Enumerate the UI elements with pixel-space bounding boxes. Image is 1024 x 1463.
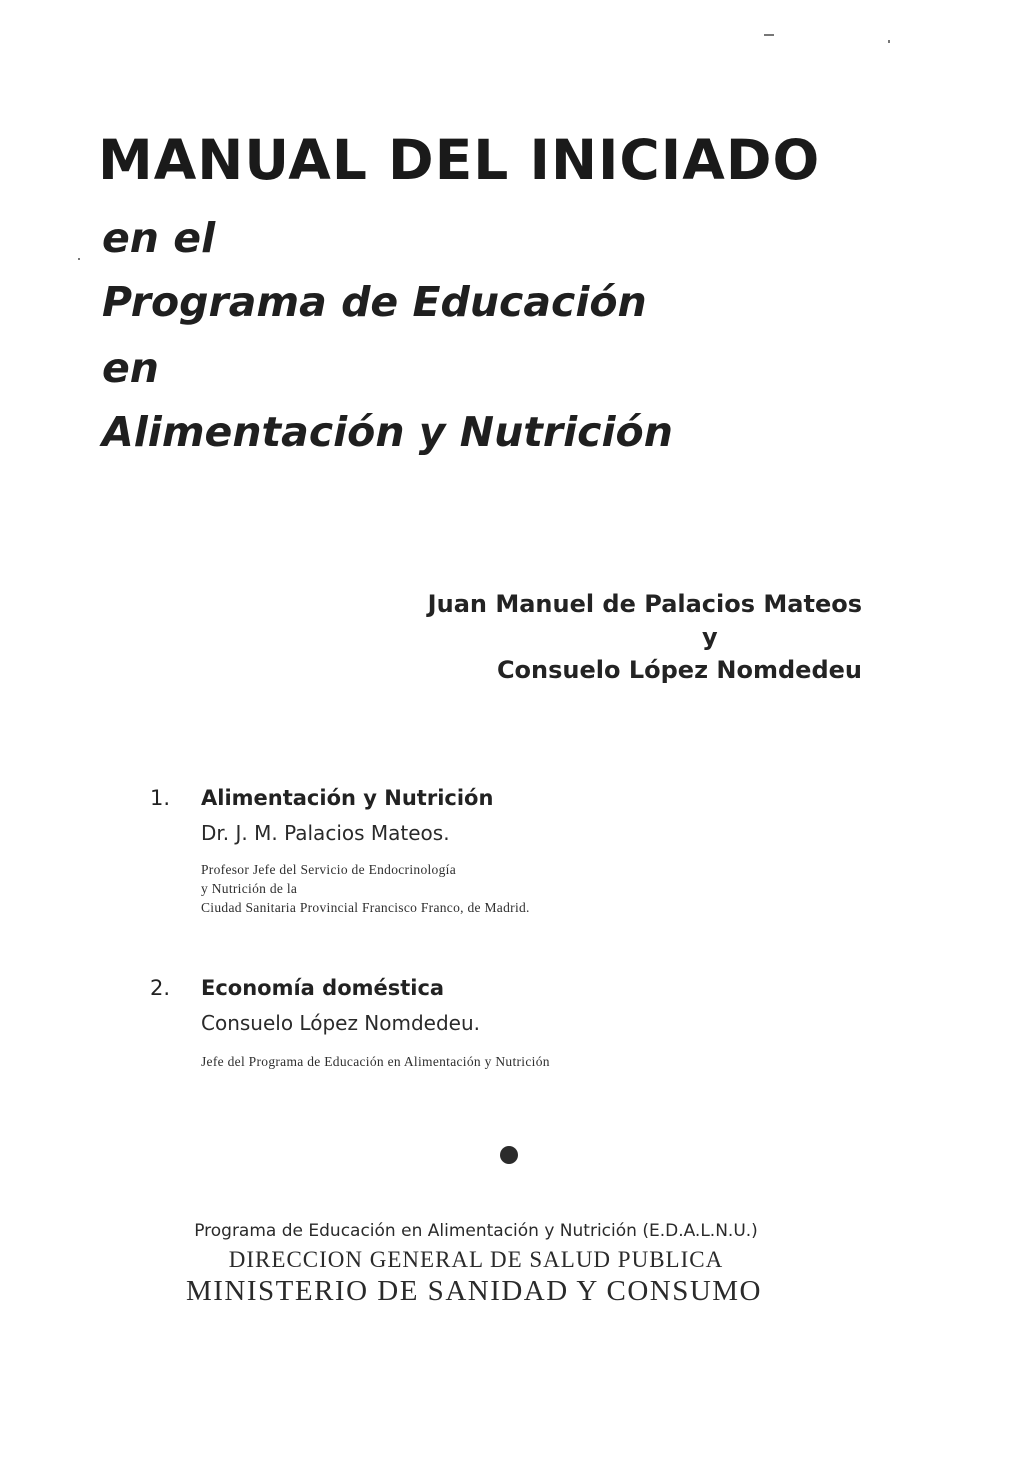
footer-direction: DIRECCION GENERAL DE SALUD PUBLICA — [228, 1247, 724, 1272]
author-second: Consuelo López Nomdedeu — [496, 656, 862, 684]
scan-speck — [78, 258, 80, 260]
subtitle-line-1: en el — [102, 214, 216, 262]
section-title: Alimentación y Nutrición — [201, 786, 494, 810]
bullet-separator-icon — [500, 1146, 518, 1164]
affiliation-line: Profesor Jefe del Servicio de Endocrinología — [201, 862, 456, 877]
affiliation-line: y Nutrición de la — [201, 881, 298, 896]
affiliation-line: Jefe del Programa de Educación en Alimentación y Nutrición — [201, 1054, 550, 1069]
section-number: 1. — [150, 786, 171, 810]
scan-speck — [888, 40, 890, 43]
subtitle-line-3: en — [102, 344, 159, 392]
affiliation-line: Ciudad Sanitaria Provincial Francisco Franco, de Madrid. — [201, 900, 530, 915]
author-conjunction: y — [702, 623, 718, 651]
section-title: Economía doméstica — [201, 976, 445, 1000]
subtitle-line-4: Alimentación y Nutrición — [102, 408, 673, 456]
subtitle-line-2: Programa de Educación — [102, 278, 647, 326]
section-number: 2. — [150, 976, 171, 1000]
authors-block — [428, 586, 862, 688]
scan-speck — [764, 34, 774, 36]
footer-ministry: MINISTERIO DE SANIDAD Y CONSUMO — [185, 1275, 763, 1307]
section-author-affiliation — [201, 860, 530, 917]
footer-program: Programa de Educación en Alimentación y Nutrición (E.D.A.L.N.U.) — [194, 1221, 758, 1241]
author-first: Juan Manuel de Palacios Mateos — [427, 590, 862, 618]
section-author-affiliation — [201, 1052, 550, 1071]
document-title: MANUAL DEL INICIADO — [98, 128, 821, 192]
section-author: Consuelo López Nomdedeu. — [201, 1011, 481, 1035]
section-author: Dr. J. M. Palacios Mateos. — [201, 821, 450, 845]
